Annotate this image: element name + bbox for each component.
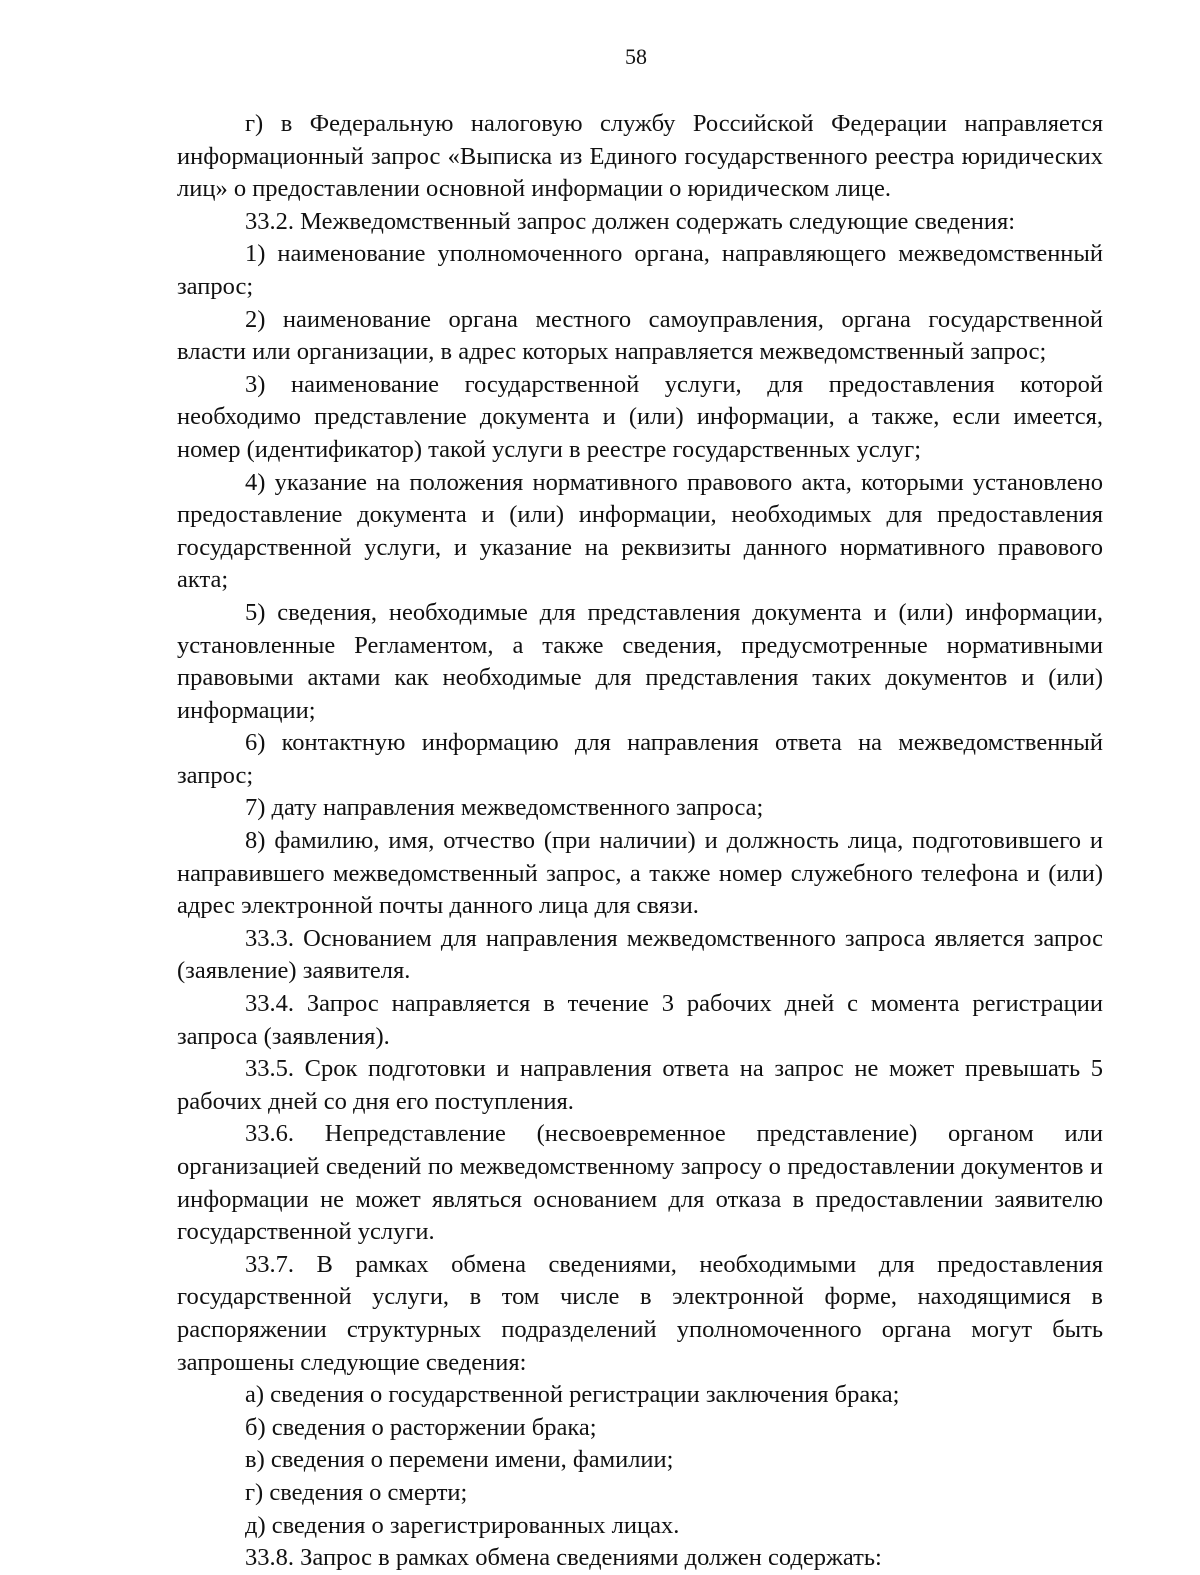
paragraph-33-2: 33.2. Межведомственный запрос должен содержать следующие сведения:: [245, 207, 1016, 235]
list-item-5: 5) сведения, необходимые для представления документа и (или) информации, установленные Регламентом, а также сведения, предусмотренные нормативными правовыми актами как необходимые для представления таких документов и (или) информации;: [177, 598, 1103, 724]
list-item-b: б) сведения о расторжении брака;: [245, 1413, 597, 1441]
paragraph-33-6: 33.6. Непредставление (несвоевременное представление) органом или организацией сведений по межведомственному запросу о предоставлении документов и информации не может являться основанием для отказа в предоставлении заявителю государственной услуги.: [177, 1120, 1103, 1246]
list-item-a: а) сведения о государственной регистрации заключения брака;: [245, 1381, 900, 1409]
paragraph-33-8: 33.8. Запрос в рамках обмена сведениями должен содержать:: [245, 1544, 882, 1572]
paragraph-33-5: 33.5. Срок подготовки и направления ответа на запрос не может превышать 5 рабочих дней со дня его поступления.: [177, 1055, 1103, 1115]
list-item-4: 4) указание на положения нормативного правового акта, которыми установлено предоставление документа и (или) информации, необходимых для предоставления государственной услуги, и указание на реквизиты данного нормативного правового акта;: [177, 468, 1103, 594]
document-body: [177, 108, 1103, 1575]
paragraph-33-7: 33.7. В рамках обмена сведениями, необходимыми для предоставления государственной услуги, в том числе в электронной форме, находящимися в распоряжении структурных подразделений уполномоченного органа могут быть запрошены следующие сведения:: [177, 1250, 1103, 1376]
list-item-8: 8) фамилию, имя, отчество (при наличии) и должность лица, подготовившего и направившего межведомственный запрос, а также номер служебного телефона и (или) адрес электронной почты данного лица для связи.: [177, 827, 1103, 920]
list-item-d: д) сведения о зарегистрированных лицах.: [245, 1511, 680, 1539]
list-item-2: 2) наименование органа местного самоуправления, органа государственной власти или организации, в адрес которых направляется межведомственный запрос;: [177, 305, 1103, 366]
list-item-g: г) сведения о смерти;: [245, 1478, 468, 1506]
page-number: 58: [625, 44, 647, 69]
list-item-3: 3) наименование государственной услуги, для предоставления которой необходимо представление документа и (или) информации, а также, если имеется, номер (идентификатор) такой услуги в реестре государственных услуг;: [177, 370, 1103, 463]
paragraph-33-4: 33.4. Запрос направляется в течение 3 рабочих дней с момента регистрации запроса (заявления).: [177, 990, 1103, 1050]
list-item-7: 7) дату направления межведомственного запроса;: [245, 794, 764, 822]
paragraph-33-3: 33.3. Основанием для направления межведомственного запроса является запрос (заявление) заявителя.: [177, 924, 1103, 985]
paragraph-fns-request: г) в Федеральную налоговую службу Российской Федерации направляется информационный запрос «Выписка из Единого государственного реестра юридических лиц» о предоставлении основной информации о юридическом лице.: [177, 110, 1103, 203]
list-item-6: 6) контактную информацию для направления ответа на межведомственный запрос;: [177, 729, 1103, 789]
list-item-1: 1) наименование уполномоченного органа, направляющего межведомственный запрос;: [177, 240, 1103, 300]
list-item-v: в) сведения о перемени имени, фамилии;: [245, 1446, 674, 1474]
